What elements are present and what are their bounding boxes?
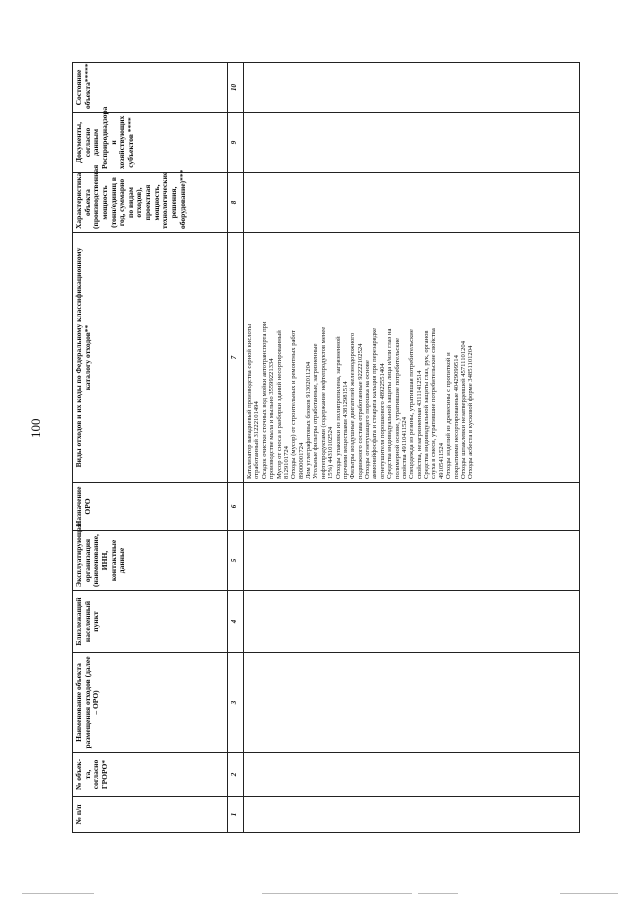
header-cell: Характеристика объекта (производственная мощность (тонн/единиц в год, суммарно по видам отходов), проектная мощность, технологические решения, оборудование)*** <box>73 173 228 233</box>
waste-entry: Отходы (мусор) от строительных и ремонтных работ <box>290 330 298 479</box>
column-number: 1 <box>228 797 244 833</box>
waste-entry: 49105411524 <box>437 442 445 479</box>
characteristics-cell <box>244 173 580 233</box>
header-cell: Состояние объекта***** <box>73 63 228 113</box>
waste-entry: Катализатор ванадиевый производства серной кислоты <box>246 323 253 479</box>
waste-entry: Отходы огнетушащего порошка на основе <box>364 360 371 479</box>
column-number: 8 <box>228 173 244 233</box>
waste-entry: огнетушителя порошкового 48922551404 <box>378 363 386 479</box>
documents-cell <box>244 113 580 173</box>
waste-entry: подвижного состава отработанные 92222102524 <box>356 343 364 479</box>
waste-entry: слуха в смеси, утратившие потребительские свойства <box>430 328 438 479</box>
header-cell: № п/п <box>73 797 228 833</box>
waste-entry: Спецодежда из резины, утратившая потребительские <box>408 329 416 479</box>
operator-cell <box>244 531 580 591</box>
grоro-number-cell <box>244 753 580 797</box>
header-cell: Близлежащий населенный пункт <box>73 591 228 653</box>
waste-entry: Отходы асбеста в кусковой форме 34851101204 <box>467 345 475 479</box>
header-cell: № объек-та, согласно ГРОРО* <box>73 753 228 797</box>
column-number: 10 <box>228 63 244 113</box>
rule <box>418 893 458 894</box>
waste-entry: Мусор от сноса и разборки зданий несортированный <box>275 330 283 479</box>
purpose-cell <box>244 483 580 531</box>
waste-entry: Фильтры воздушные двигателей железнодорожного <box>349 332 357 479</box>
waste-entry: производстве мыла и мыльно 35599221334 <box>268 358 276 479</box>
waste-entry: полимерной основе, утратившие потребительские <box>393 338 401 479</box>
rule <box>22 893 94 894</box>
rotated-table-container <box>72 63 580 833</box>
header-cell: Виды отходов и их коды по Федеральному классификационному каталогу отходов** <box>73 233 228 483</box>
waste-objects-table <box>72 62 580 833</box>
waste-entry: Средства индивидуальной защиты глаз, рук, органов <box>423 330 430 479</box>
waste-entry: Отходы упаковки из полипропилена, загрязненной <box>334 336 342 479</box>
column-number: 9 <box>228 113 244 173</box>
rule <box>560 893 618 894</box>
status-cell <box>244 63 580 113</box>
column-number: 2 <box>228 753 244 797</box>
header-cell: Наименование объекта размещения отходов (далее – ОРО) <box>73 653 228 753</box>
waste-entry: покрытиями несортированные 40429099514 <box>452 355 460 479</box>
column-number: 3 <box>228 653 244 753</box>
waste-types-cell <box>244 233 580 483</box>
header-cell: Назначение ОРО <box>73 483 228 531</box>
waste-entry: отработанный 31222101494 <box>253 401 261 479</box>
header-cell: Эксплуатирующая организация (наименование, ИНН, контактные данные <box>73 531 228 591</box>
waste-entry: прочими веществами 43812981514 <box>341 381 349 479</box>
column-number: 5 <box>228 531 244 591</box>
column-number: 7 <box>228 233 244 483</box>
bottom-rules <box>0 893 640 897</box>
row-number-cell <box>244 797 580 833</box>
waste-entry: свойства, незагрязненная 43111412514 <box>415 370 423 479</box>
waste-entry: 8129101724 <box>282 446 290 479</box>
column-number: 6 <box>228 483 244 531</box>
waste-entry: свойства 49110411524 <box>400 416 408 479</box>
waste-entry: Отходы изделий из древесины с пропиткой и <box>445 352 453 479</box>
waste-entry: нефтепродуктами (содержание нефтепродуктов менее <box>319 326 327 479</box>
page-number: 100 <box>28 418 43 438</box>
column-number-row <box>228 63 244 833</box>
header-row <box>73 63 228 833</box>
waste-entry: Отходы шпаклевки незатвердевшей 45711101204 <box>459 340 467 479</box>
waste-entry: 89000001724 <box>297 442 305 479</box>
header-cell: Документы, согласно данным Росприроднадзора и хозяйствующих субъектов **** <box>73 113 228 173</box>
waste-entry: Осадок очистки сточных вод мойки автотранспорта при <box>260 321 268 479</box>
waste-entry: Лом углеграфитовых блоков 91302011204 <box>305 361 312 479</box>
column-number: 4 <box>228 591 244 653</box>
waste-entry: аммонийфосфата и стеарата кальция при перезарядке <box>371 327 379 479</box>
rule <box>262 893 412 894</box>
waste-entry: Средства индивидуальной защиты лица и/или глаз на <box>386 328 394 479</box>
waste-entry: 15%) 44310102524 <box>327 426 335 479</box>
object-name-cell <box>244 653 580 753</box>
waste-entry: Угольные фильтры отработанные, загрязненные <box>312 343 320 479</box>
data-row <box>244 63 580 833</box>
settlement-cell <box>244 591 580 653</box>
